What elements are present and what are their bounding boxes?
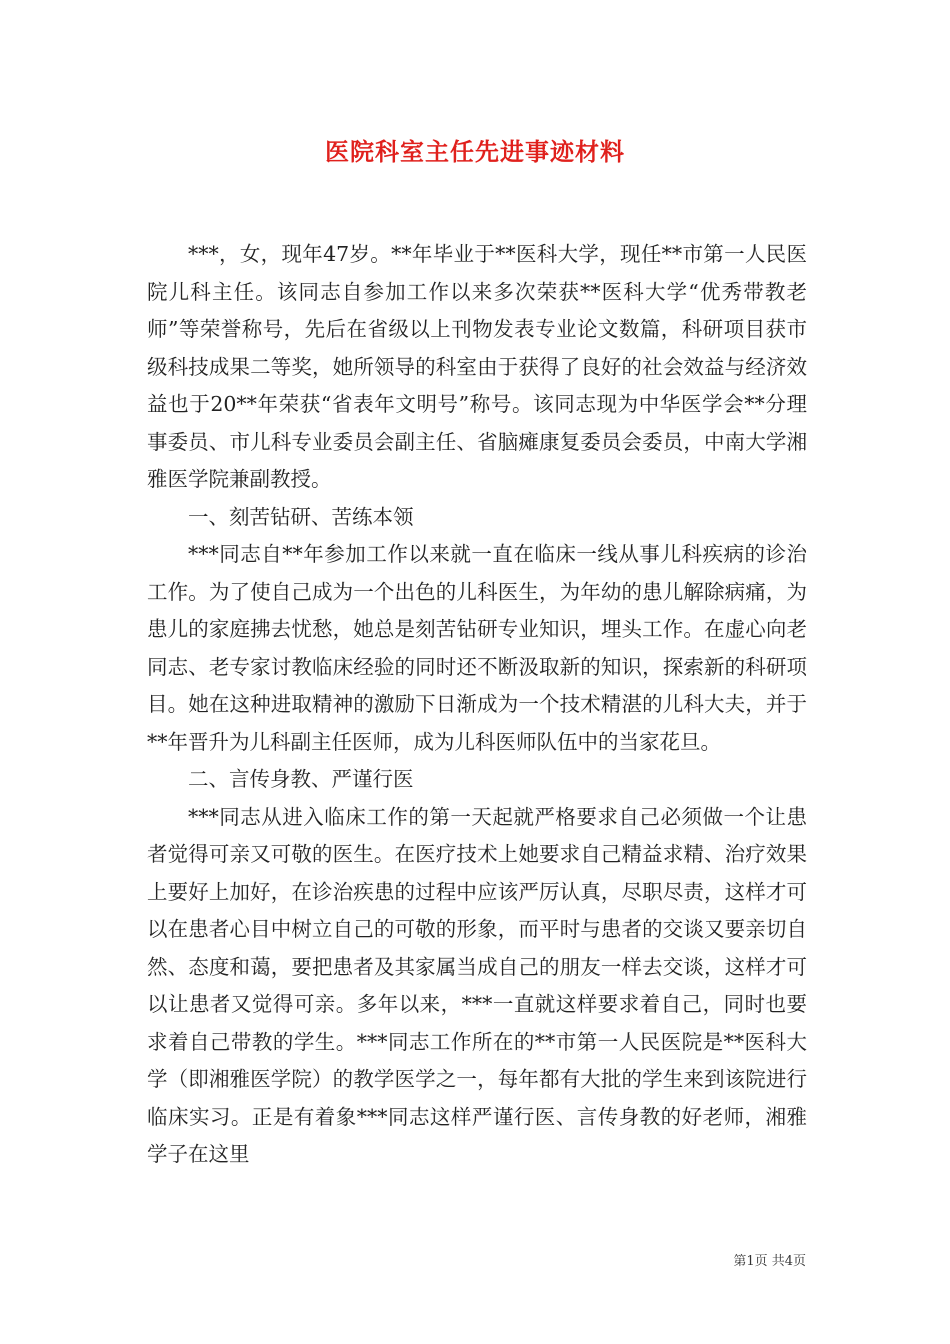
section-heading-1: 一、刻苦钻研、苦练本领 [188, 504, 414, 529]
intro-paragraph: ***，女，现年47岁。**年毕业于**医科大学，现任**市第一人民医院儿科主任。该同志自参加工作以来多次荣获**医科大学“优秀带教老师”等荣誉称号，先后在省级以上刊物发表专业论文数篇，科研项目获市级科技成果二等奖，她所领导的科室由于获得了良好的社会效益与经济效益也于20**年荣获“省表年文明号”称号。该同志现为中华医学会**分理事委员、市儿科专业委员会副主任、省脑瘫康复委员会委员，中南大学湘雅医学院兼副教授。 [147, 242, 807, 491]
document-body [147, 236, 807, 1174]
section-1-paragraph: ***同志自**年参加工作以来就一直在临床一线从事儿科疾病的诊治工作。为了使自己成为一个出色的儿科医生，为年幼的患儿解除病痛，为患儿的家庭拂去忧愁，她总是刻苦钻研专业知识，埋头工作。在虚心向老同志、老专家讨教临床经验的同时还不断汲取新的知识，探索新的科研项目。她在这种进取精神的激励下日渐成为一个技术精湛的儿科大夫，并于**年晋升为儿科副主任医师，成为儿科医师队伍中的当家花旦。 [147, 542, 807, 754]
document-title: 医院科室主任先进事迹材料 [325, 137, 625, 166]
section-heading-2: 二、言传身教、严谨行医 [188, 767, 414, 791]
page-number-footer: 第1页 共4页 [733, 1254, 806, 1269]
section-2-paragraph: ***同志从进入临床工作的第一天起就严格要求自己必须做一个让患者觉得可亲又可敬的医生。在医疗技术上她要求自己精益求精、治疗效果上要好上加好，在诊治疾患的过程中应该严厉认真，尽职尽责，这样才可以在患者心目中树立自己的可敬的形象，而平时与患者的交谈又要亲切自然、态度和蔼，要把患者及其家属当成自己的朋友一样去交谈，这样才可以让患者又觉得可亲。多年以来，***一直就这样要求着自己，同时也要求着自己带教的学生。***同志工作所在的**市第一人民医院是**医科大学（即湘雅医学院）的教学医学之一，每年都有大批的学生来到该院进行临床实习。正是有着象***同志这样严谨行医、言传身教的好老师，湘雅学子在这里 [147, 804, 807, 1166]
